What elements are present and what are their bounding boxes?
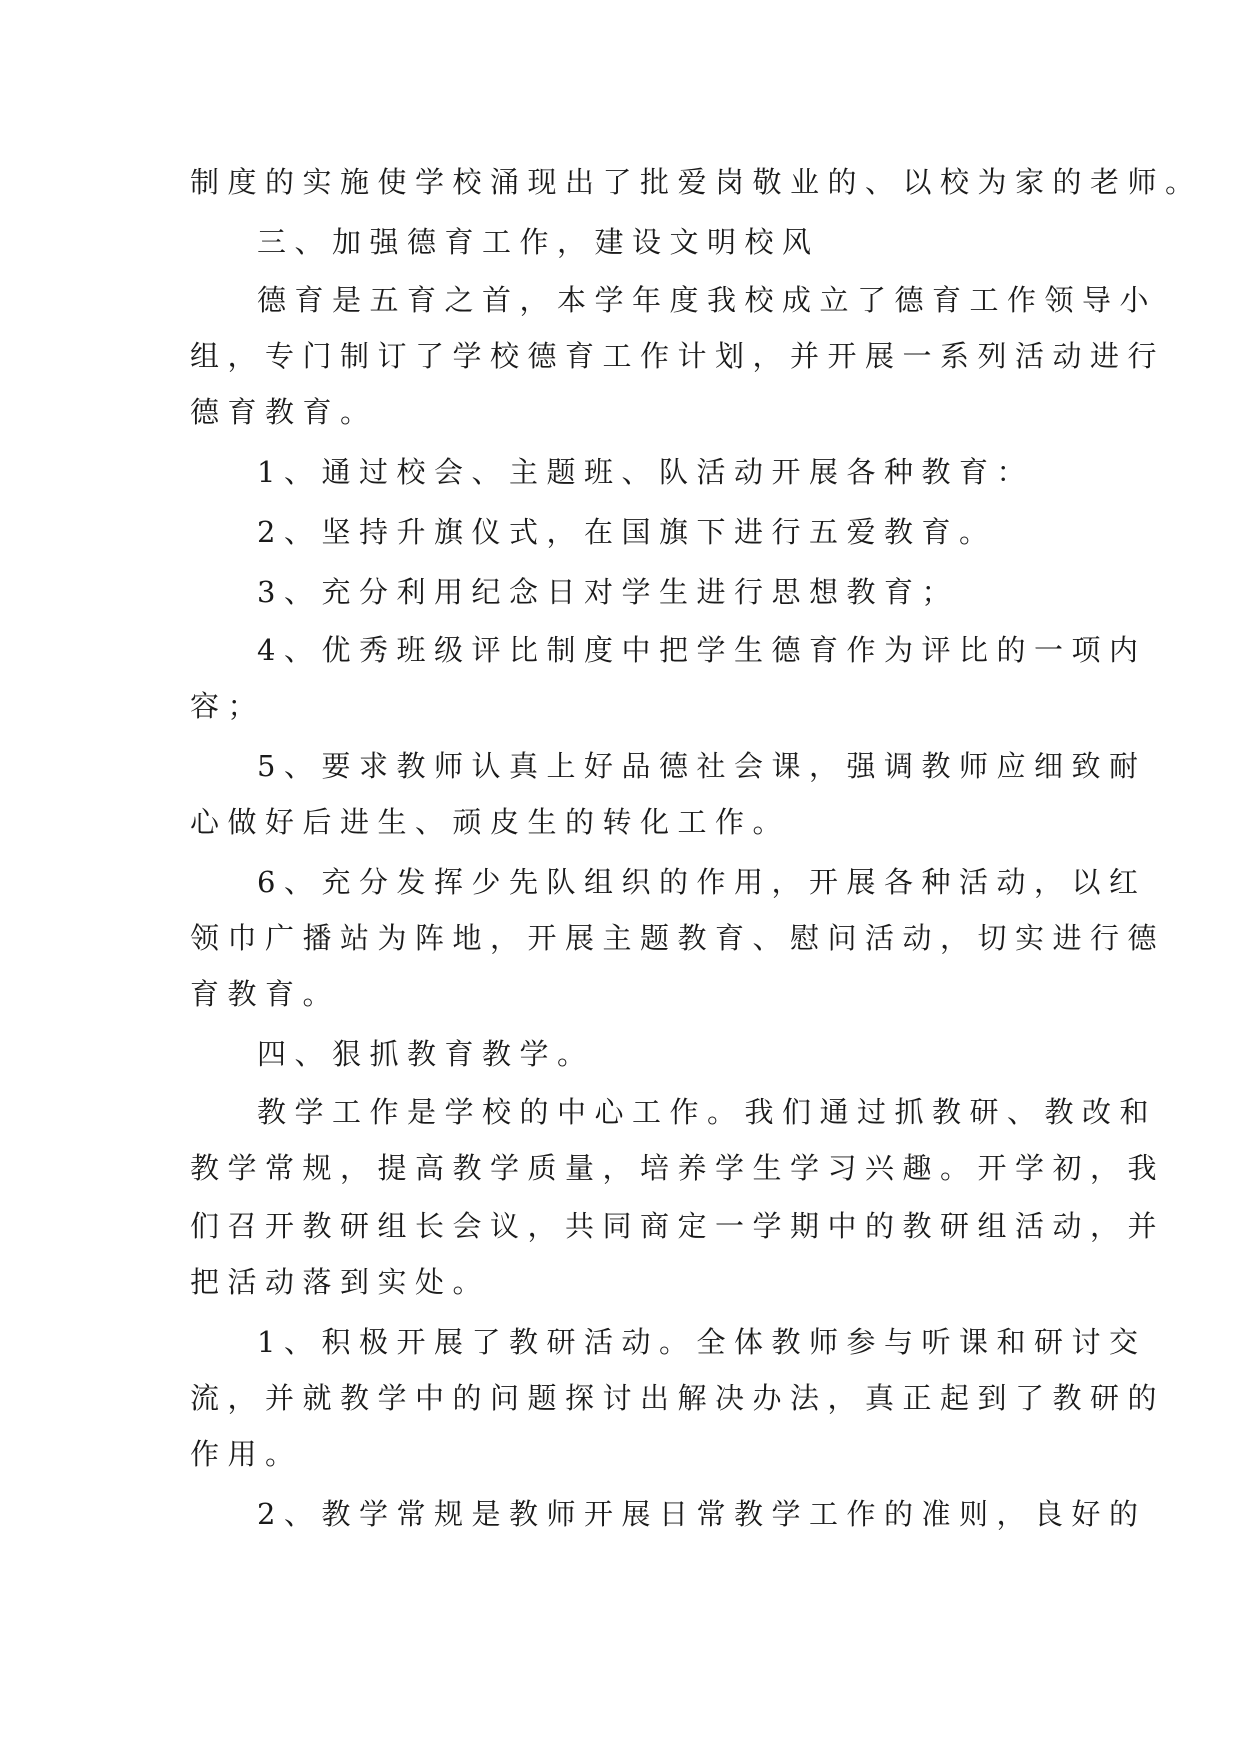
- paragraph-line: 心做好后进生、顽皮生的转化工作。: [190, 805, 791, 839]
- paragraph-line: 们召开教研组长会议，共同商定一学期中的教研组活动，并: [190, 1209, 1166, 1243]
- paragraph-line: 流，并就教学中的问题探讨出解决办法，真正起到了教研的: [190, 1381, 1166, 1415]
- list-item-6: 6、充分发挥少先队组织的作用，开展各种活动，以红: [257, 865, 1147, 899]
- list-item-1: 1、通过校会、主题班、队活动开展各种教育：: [257, 455, 1034, 489]
- list-item-2: 2、坚持升旗仪式，在国旗下进行五爱教育。: [257, 515, 997, 549]
- list-item-3: 3、充分利用纪念日对学生进行思想教育；: [257, 575, 959, 609]
- list-item-1b: 1、积极开展了教研活动。全体教师参与听课和研讨交: [257, 1325, 1147, 1359]
- list-item-5: 5、要求教师认真上好品德社会课，强调教师应细致耐: [257, 749, 1147, 783]
- paragraph-line: 制度的实施使学校涌现出了批爱岗敬业的、以校为家的老师。: [190, 165, 1203, 199]
- paragraph-line: 容；: [190, 689, 266, 723]
- paragraph-line: 教学常规，提高教学质量，培养学生学习兴趣。开学初，我: [190, 1151, 1166, 1185]
- section-heading-4: 四、狠抓教育教学。: [257, 1037, 595, 1071]
- section-heading-3: 三、加强德育工作，建设文明校风: [257, 225, 820, 259]
- paragraph-line: 育教育。: [190, 977, 341, 1011]
- paragraph-line: 把活动落到实处。: [190, 1265, 491, 1299]
- paragraph-line: 德育教育。: [190, 395, 378, 429]
- paragraph-line: 组，专门制订了学校德育工作计划，并开展一系列活动进行: [190, 339, 1166, 373]
- paragraph-line: 作用。: [190, 1437, 303, 1471]
- list-item-2b: 2、教学常规是教师开展日常教学工作的准则，良好的: [257, 1497, 1147, 1531]
- list-item-4: 4、优秀班级评比制度中把学生德育作为评比的一项内: [257, 633, 1147, 667]
- paragraph-line: 教学工作是学校的中心工作。我们通过抓教研、教改和: [257, 1095, 1158, 1129]
- paragraph-line: 领巾广播站为阵地，开展主题教育、慰问活动，切实进行德: [190, 921, 1166, 955]
- paragraph-line: 德育是五育之首，本学年度我校成立了德育工作领导小: [257, 283, 1158, 317]
